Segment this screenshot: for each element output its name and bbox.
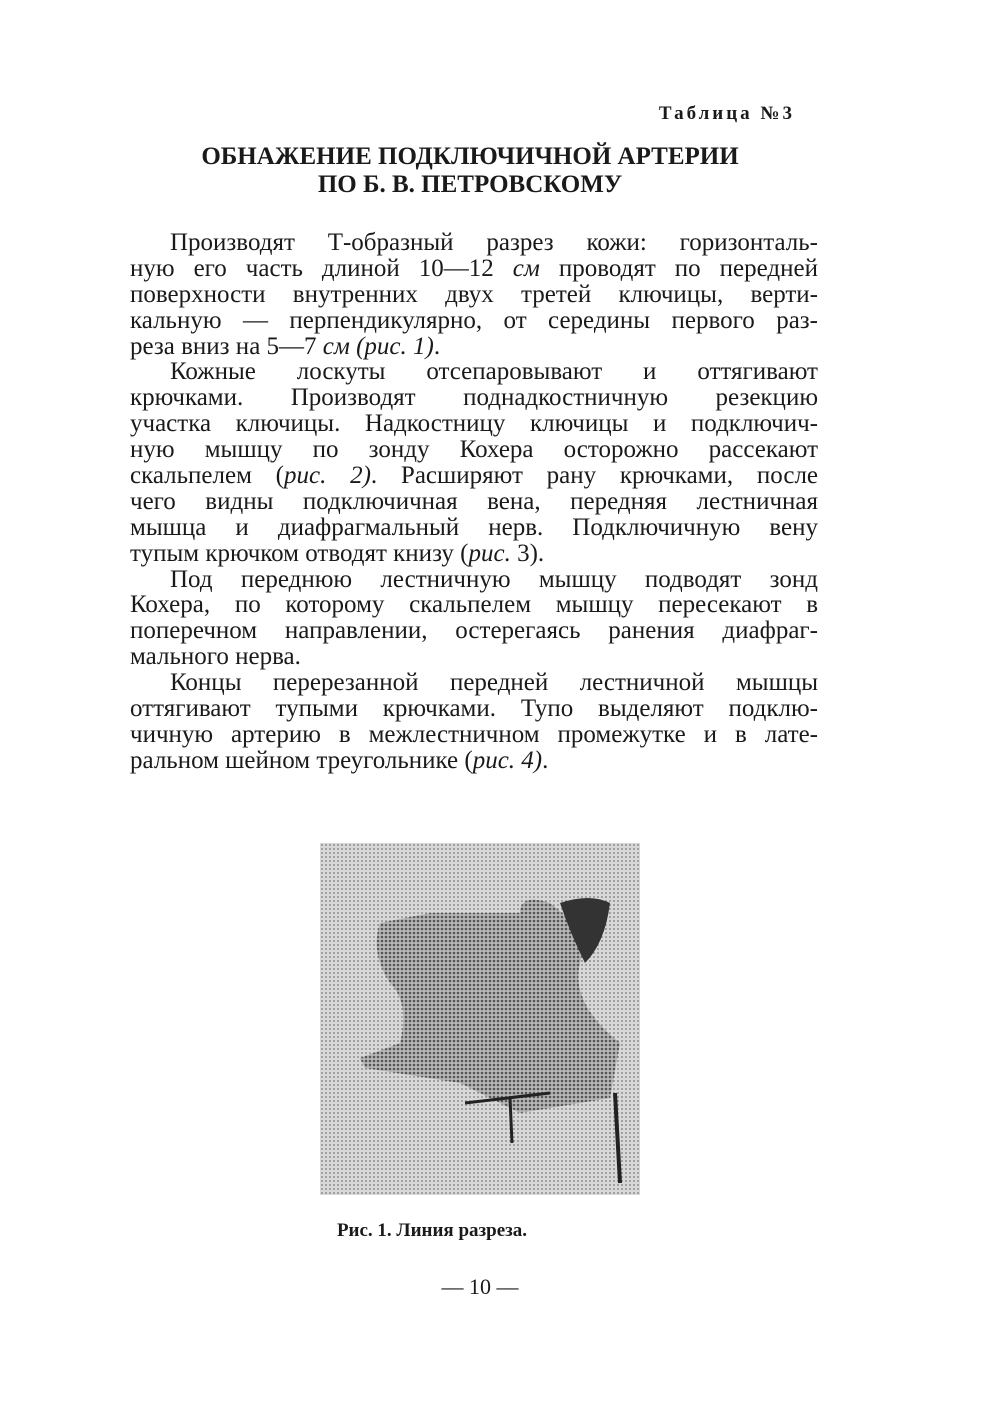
text: . [542, 746, 549, 774]
text: чичную артерию в межлестничном промежутке и в лате- [130, 720, 818, 748]
text: участка ключицы. Надкостницу ключицы и подключич- [130, 410, 818, 438]
table-number: Таблица №3 [658, 103, 795, 124]
text: 3). [510, 539, 545, 567]
text: ную мышцу по зонду Кохера осторожно рассекают [130, 436, 818, 464]
text: мального нерва. [130, 643, 301, 671]
text-line [130, 385, 818, 411]
neck-illustration [320, 843, 640, 1195]
text-line [130, 722, 818, 748]
text: поверхности внутренних двух третей ключицы, верти- [130, 280, 818, 308]
text: Концы перерезанной передней лестничной мышцы [170, 669, 818, 697]
italic-text: см [512, 254, 540, 282]
text-line [130, 359, 818, 385]
text: . [433, 332, 441, 360]
page-title-line-2: ПО Б. В. ПЕТРОВСКОМУ [317, 171, 623, 198]
text-line [130, 541, 818, 567]
text-line [130, 592, 818, 618]
text: мышца и диафрагмальный нерв. Подключичную вену [130, 513, 818, 541]
text-line [130, 334, 818, 360]
text: Под переднюю лестничную мышцу подводят зонд [170, 565, 818, 593]
text-line [130, 256, 818, 282]
italic-text: см (рис. 1) [322, 332, 434, 360]
text: чего видны подключичная вена, передняя лестничная [130, 487, 818, 515]
text: поперечном направлении, остерегаясь ранения диафраг- [130, 617, 818, 645]
text-line [130, 515, 818, 541]
text-line [130, 748, 818, 774]
paragraph [130, 230, 818, 359]
text: реза вниз на 5—7 [130, 332, 323, 360]
figure-incision-line [320, 843, 640, 1195]
text-line [130, 644, 818, 670]
text: ральном шейном треугольнике ( [130, 746, 473, 774]
page-title-line-1: ОБНАЖЕНИЕ ПОДКЛЮЧИЧНОЙ АРТЕРИИ [201, 143, 739, 170]
text: скальпелем ( [130, 462, 284, 490]
text: оттягивают тупыми крючками. Тупо выделяют подклю- [130, 695, 818, 723]
text-line [130, 567, 818, 593]
paragraph [130, 359, 818, 566]
text: проводят по передней [539, 254, 818, 282]
text: кальную — перпендикулярно, от середины первого раз- [130, 306, 818, 334]
paragraph [130, 670, 818, 774]
text-line [130, 618, 818, 644]
text: Кожные лоскуты отсепаровывают и оттягивают [170, 358, 818, 386]
text-line [130, 463, 818, 489]
text-line [130, 696, 818, 722]
text: ную его часть длиной 10—12 [130, 254, 513, 282]
text: Производят Т-образный разрез кожи: горизонталь- [170, 229, 818, 256]
text: крючками. Производят поднадкостничную резекцию [130, 384, 818, 412]
italic-text: рис. 2) [284, 462, 371, 490]
text-line [130, 282, 818, 308]
figure-caption: Рис. 1. Линия разреза. [336, 1220, 528, 1241]
text-line [130, 411, 818, 437]
text-line [130, 230, 818, 256]
text-line [130, 437, 818, 463]
italic-text: рис. [468, 539, 511, 567]
body-text [130, 230, 818, 774]
text: . Расширяют рану крючками, после [370, 462, 819, 490]
text-line [130, 308, 818, 334]
text: Кохера, по которому скальпелем мышцу пересекают в [130, 591, 818, 619]
italic-text: рис. 4) [472, 746, 543, 774]
text: тупым крючком отводят книзу ( [130, 539, 469, 567]
text-line [130, 489, 818, 515]
page-number: — 10 — [441, 1274, 519, 1299]
paragraph [130, 567, 818, 671]
text-line [130, 670, 818, 696]
